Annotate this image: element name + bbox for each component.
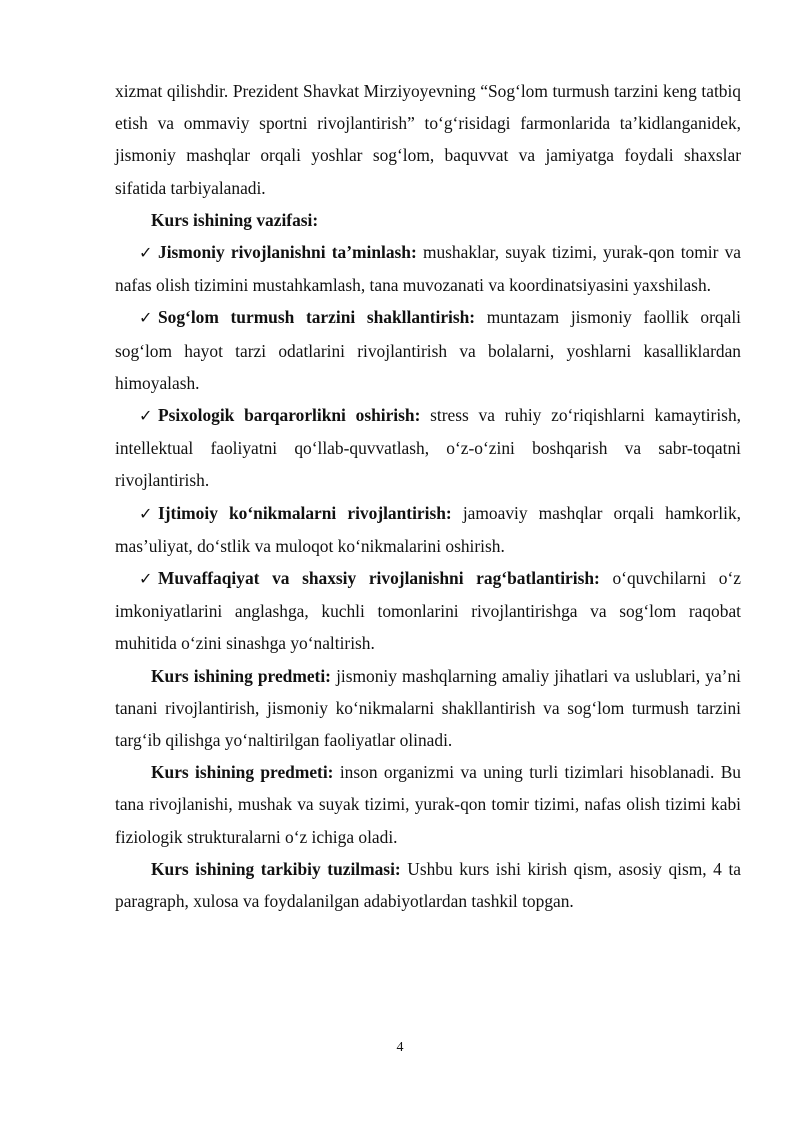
- structure-text: Ushbu kurs ishi kirish qism, asosiy qism, 4 ta paragraph, xulosa va foydalanilgan adabiyotlardan tashkil topgan.: [115, 858, 741, 912]
- check-icon: ✓: [139, 308, 153, 328]
- document-body: [115, 75, 741, 917]
- tasks-heading: Kurs ishining vazifasi:: [151, 209, 319, 230]
- subject-text: jismoniy mashqlarning amaliy jihatlari va uslublari, ya’ni tanani rivojlantirish, jismoniy ko‘nikmalarni shakllantirish va sog‘lom turmush tarzini targ‘ib qilishga yo‘naltirilgan faoliyatlar olinadi.: [115, 665, 741, 751]
- intro-paragraph: xizmat qilishdir. Prezident Shavkat Mirziyoyevning “Sog‘lom turmush tarzini keng tatbiq etish va ommaviy sportni rivojlantirish” to‘g‘risidagi farmonlarida ta’kidlanganidek, jismoniy mashqlar orqali yoshlar sog‘lom, baquvvat va jamiyatga foydali shaxslar sifatida tarbiyalanadi.: [115, 81, 741, 198]
- check-icon: ✓: [139, 569, 153, 589]
- task-title: Psixologik barqarorlikni oshirish:: [158, 405, 421, 426]
- task-title: Ijtimoiy ko‘nikmalarni rivojlantirish:: [158, 502, 452, 523]
- task-item: [115, 497, 741, 562]
- subject-paragraph: [115, 660, 741, 757]
- task-title: Muvaffaqiyat va shaxsiy rivojlanishni rag‘batlantirish:: [158, 568, 600, 589]
- structure-title: Kurs ishining tarkibiy tuzilmasi:: [151, 858, 401, 879]
- task-item: [115, 236, 741, 301]
- object-paragraph: [115, 756, 741, 853]
- task-item: [115, 399, 741, 497]
- task-item: [115, 301, 741, 399]
- task-text: stress va ruhiy zo‘riqishlarni kamaytirish, intellektual faoliyatni qo‘llab-quvvatlash, o‘z-o‘zini boshqarish va sabr-toqatni rivojlantirish.: [115, 405, 741, 491]
- page-number: 4: [396, 1040, 404, 1055]
- subject-title: Kurs ishining predmeti:: [151, 665, 331, 686]
- check-icon: ✓: [139, 243, 153, 263]
- task-title: Sog‘lom turmush tarzini shakllantirish:: [158, 307, 476, 328]
- object-text: inson organizmi va uning turli tizimlari hisoblanadi. Bu tana rivojlanishi, mushak va suyak tizimi, yurak-qon tomir tizimi, nafas olish tizimi kabi fiziologik strukturalarni o‘z ichiga oladi.: [115, 762, 741, 847]
- task-title: Jismoniy rivojlanishni ta’minlash:: [158, 242, 417, 263]
- check-icon: ✓: [139, 406, 153, 426]
- task-item: [115, 562, 741, 660]
- task-text: muntazam jismoniy faollik orqali sog‘lom hayot tarzi odatlarini rivojlantirish va bolalarni, yoshlarni kasalliklardan himoyalash.: [115, 307, 741, 393]
- task-text: o‘quvchilarni o‘z imkoniyatlarini anglashga, kuchli tomonlarini rivojlantirishga va sog‘lom raqobat muhitida o‘zini sinashga yo‘naltirish.: [115, 568, 741, 654]
- object-title: Kurs ishining predmeti:: [151, 762, 334, 783]
- structure-paragraph: [115, 853, 741, 917]
- task-text: jamoaviy mashqlar orqali hamkorlik, mas’uliyat, do‘stlik va muloqot ko‘nikmalarini oshirish.: [115, 502, 742, 556]
- task-text: mushaklar, suyak tizimi, yurak-qon tomir va nafas olish tizimini mustahkamlash, tana muvozanati va koordinatsiyasini yaxshilash.: [115, 242, 741, 296]
- check-icon: ✓: [139, 503, 153, 523]
